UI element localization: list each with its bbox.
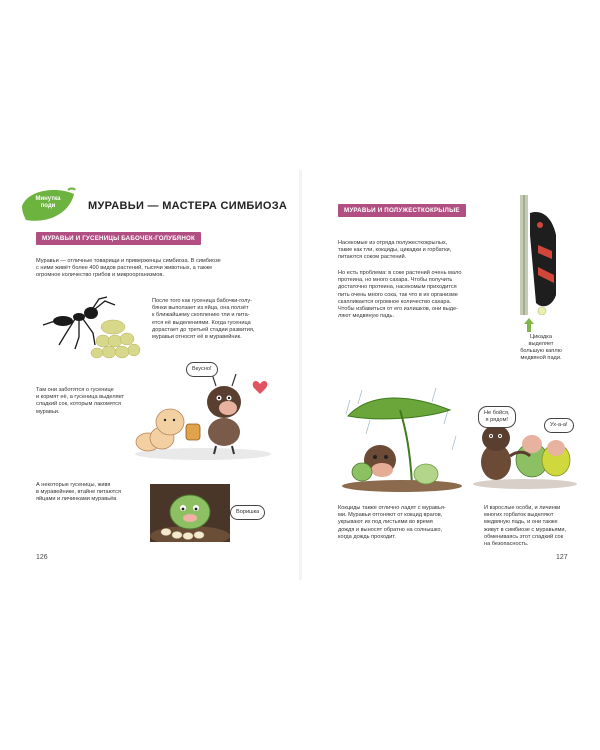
- rain-leaf-cartoon: [340, 380, 465, 492]
- paragraph-1-right: Насекомые из отряда полужесткокрылых, такие как тли, кокциды, цикадки и горбатки, питаются соком растений.: [338, 240, 452, 261]
- anthill-panel: [150, 484, 230, 542]
- page-number-left: 126: [36, 554, 48, 561]
- speech-bubble-tasty: Вкусно!: [186, 362, 218, 377]
- page-number-right: 127: [556, 554, 568, 561]
- page-title: МУРАВЬИ — МАСТЕРА СИМБИОЗА: [88, 200, 288, 212]
- ant-photo: [35, 295, 143, 365]
- section-label-right: МУРАВЬИ И ПОЛУЖЕСТКОКРЫЛЫЕ: [338, 204, 466, 217]
- cicada-caption: Цикадка выделяет большую каплю медвяной пади.: [520, 334, 562, 361]
- caterpillar-ant-cartoon: [128, 362, 278, 462]
- speech-bubble-safe: Не бойся, я рядом!: [478, 406, 516, 428]
- section-label-left: МУРАВЬИ И ГУСЕНИЦЫ БАБОЧЕК-ГОЛУБЯНОК: [36, 232, 201, 245]
- intro-text: Муравьи — отличные товарищи и приверженцы симбиоза. В симбиозе с ними живёт более 400 видов растений, тысячи животных, а также огромное количество грибов и микроорганизмов.: [36, 258, 221, 279]
- paragraph-2-left: Там они заботятся о гусенице и кормят её, а гусеница выделяет сладкий сок, которым лакомятся муравьи.: [36, 387, 125, 415]
- paragraph-1-left: После того как гусеница бабочки-голу- бянки выползает из яйца, она ползёт к ближайшему скоплению тли и пита- ется её выделениями. Когда гусеница дорастает до третьей стадии развития, муравьи относят её в муравейник.: [152, 298, 255, 341]
- paragraph-2-right: Но есть проблема: в соке растений очень мало протеина, но много сахара. Чтобы получить достаточно протеина, насекомым приходится пить очень много сока, так что в их организме скапливается огромное количество сахара. Чтобы избавиться от его излишков, они выде- ляют медвяную падь.: [338, 270, 462, 320]
- speech-bubble-thief: Воришка: [230, 505, 265, 520]
- speech-bubble-wow: Ух-а-а!: [544, 418, 574, 433]
- leaf-badge: [20, 186, 76, 226]
- paragraph-3-left: А некоторые гусеницы, живя в муравейнике, втайне питаются яйцами и личинками муравьёв.: [36, 482, 121, 503]
- arrow-up-icon: [524, 318, 534, 332]
- cicada-photo: [512, 195, 562, 315]
- paragraph-3-right: Кокциды также отлично ладят с муравья- ми. Муравьи отгоняют от кокцид врагов, укрывают их под листьями во время дождя и выносят обратно на солнышко, когда дождь проходит.: [338, 505, 446, 540]
- badge-label: Минутка поди: [35, 196, 61, 209]
- paragraph-4-right: И взрослые особи, и личинки многих горбаток выделяют медвяную падь, и они также живут в симбиозе с муравьями, обмениваясь этот сладкий сок на безопасность.: [484, 505, 567, 548]
